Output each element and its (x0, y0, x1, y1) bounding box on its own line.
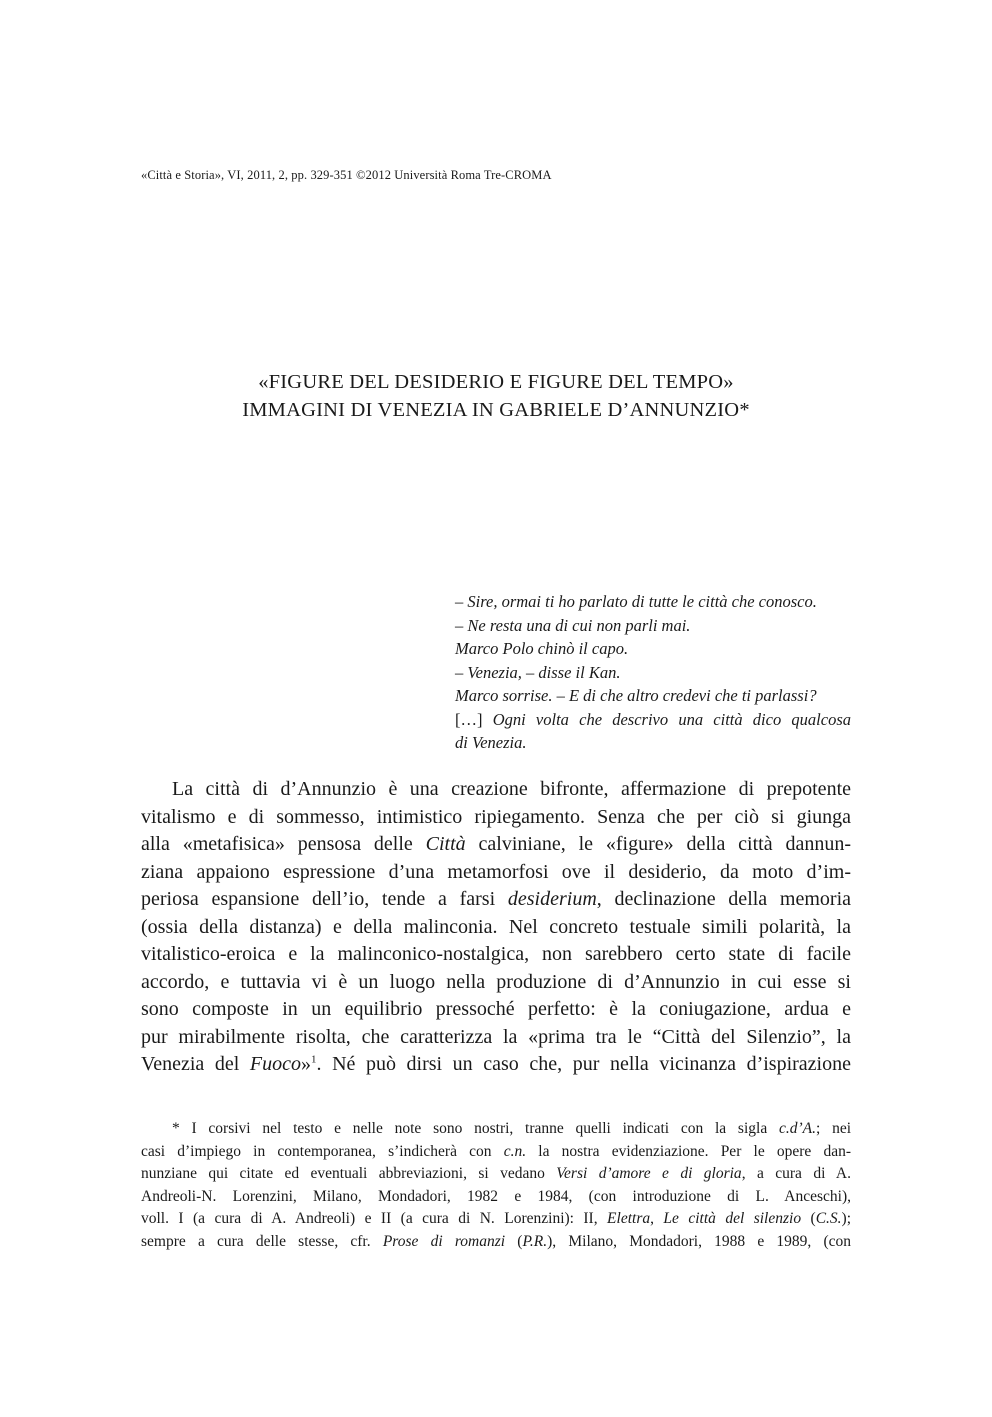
epigraph-line: – Sire, ormai ti ho parlato di tutte le città che conosco. (455, 592, 817, 611)
body-line: alla «metafisica» pensosa delle Città calviniane, le «figure» della città dannun- (141, 833, 851, 855)
body-line: vitalismo e di sommesso, intimistico ripiegamento. Senza che per ciò si giunga (141, 805, 851, 828)
footnote (141, 1118, 851, 1253)
footnote-line: sempre a cura delle stesse, cfr. Prose di romanzi (P.R.), Milano, Mondadori, 1988 e 1989, (con (141, 1232, 851, 1250)
epigraph (455, 590, 851, 755)
footnote-ref: 1 (310, 1053, 317, 1066)
epigraph-line: Marco Polo chinò il capo. (455, 639, 629, 658)
body-line: periosa espansione dell’io, tende a farsi desiderium, declinazione della memoria (141, 888, 852, 910)
body-line: accordo, e tuttavia vi è un luogo nella produzione di d’Annunzio in cui esse si (141, 970, 851, 993)
epigraph-line: – Ne resta una di cui non parli mai. (455, 615, 691, 635)
body-line: pur mirabilmente risolta, che caratterizza la «prima tra le “Città del Silenzio”, la (141, 1025, 851, 1048)
body-line: vitalistico-eroica e la malinconico-nostalgica, non sarebbero certo state di facile (141, 943, 851, 965)
footnote-line: Andreoli-N. Lorenzini, Milano, Mondadori, 1982 e 1984, (con introduzione di L. Anceschi), (141, 1187, 851, 1205)
epigraph-line: […] Ogni volta che descrivo una città dico qualcosa (455, 709, 852, 729)
body-line: ziana appaiono espressione d’una metamorfosi ove il desiderio, da moto d’im- (141, 860, 851, 883)
body-line: La città di d’Annunzio è una creazione bifronte, affermazione di prepotente (172, 778, 851, 800)
footnote-line: * I corsivi nel testo e nelle note sono nostri, tranne quelli indicati con la sigla c.d’A.; nei (172, 1120, 852, 1137)
footnote-line: casi d’impiego in contemporanea, s’indicherà con c.n. la nostra evidenziazione. Per le opere dan- (141, 1142, 852, 1160)
epigraph-line: di Venezia. (455, 733, 527, 752)
body-line: Venezia del Fuoco»$^1$. Né può dirsi un caso che, pur nella vicinanza d’ispirazione (141, 1053, 851, 1075)
article-title-line-2: IMMAGINI DI VENEZIA IN GABRIELE D’ANNUNZIO* (242, 399, 750, 421)
epigraph-line: – Venezia, – disse il Kan. (455, 662, 621, 682)
article-title (0, 368, 992, 424)
footnote-line: voll. I (a cura di A. Andreoli) e II (a cura di N. Lorenzini): II, Elettra, Le città del silenzio (C.S.); (141, 1210, 851, 1227)
body-line: (ossia della distanza) e della malinconia. Nel concreto testuale simili polarità, la (141, 915, 851, 938)
ellipsis-bracket: […] (455, 709, 483, 729)
journal-citation: «Città e Storia», VI, 2011, 2, pp. 329-351 ©2012 Università Roma Tre-CROMA (141, 168, 552, 182)
article-title-line-1: «FIGURE DEL DESIDERIO E FIGURE DEL TEMPO» (258, 371, 734, 393)
body-paragraph (141, 776, 851, 1079)
body-line: sono composte in un equilibrio pressoché perfetto: è la coniugazione, ardua e (141, 998, 851, 1020)
epigraph-line: Marco sorrise. – E di che altro credevi che ti parlassi? (455, 686, 817, 705)
footnote-line: nunziane qui citate ed eventuali abbreviazioni, si vedano Versi d’amore e di gloria, a cura di A. (141, 1165, 851, 1182)
